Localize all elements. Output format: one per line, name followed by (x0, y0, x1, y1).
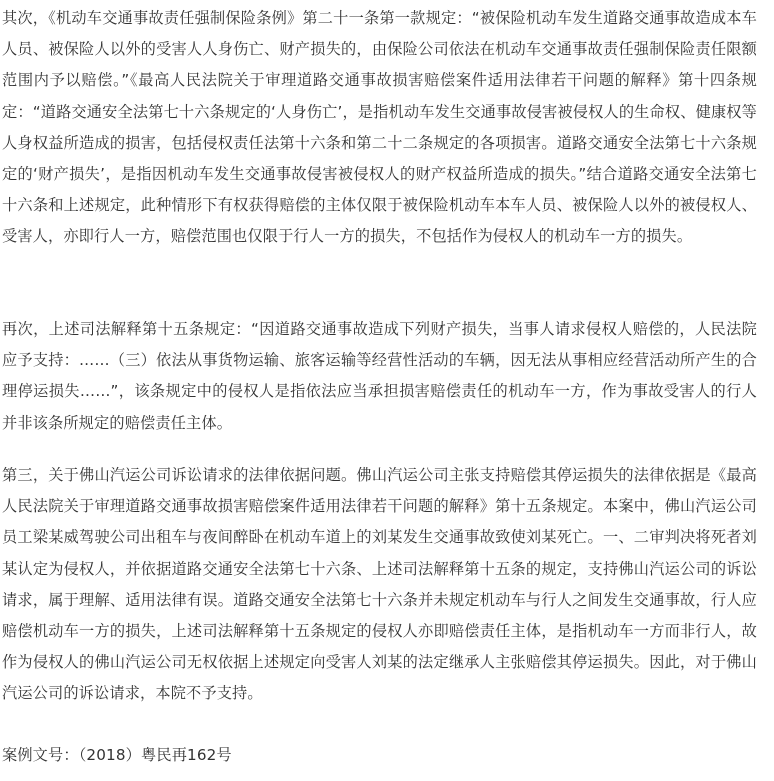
case-number: 案例文号：（2018）粤民再162号 (2, 746, 232, 764)
paragraph-insurance-regulation: 其次，《机动车交通事故责任强制保险条例》第二十一条第一款规定：“被保险机动车发生道路交通事故造成本车人员、被保险人以外的受害人人身伤亡、财产损失的，由保险公司依法在机动车交通事故责任强制保险责任限额范围内予以赔偿。”《最高人民法院关于审理道路交通事故损害赔偿案件适用法律若干问题的解释》第十四条规定：“道路交通安全法第七十六条规定的‘人身伤亡’，是指机动车发生交通事故侵害被侵权人的生命权、健康权等人身权益所造成的损害，包括侵权责任法第十六条和第二十二条规定的各项损害。道路交通安全法第七十六条规定的‘财产损失’，是指因机动车发生交通事故侵害被侵权人的财产权益所造成的损失。”结合道路交通安全法第七十六条和上述规定，此种情形下有权获得赔偿的主体仅限于被保险机动车本车人员、被保险人以外的被侵权人、受害人，亦即行人一方，赔偿范围也仅限于行人一方的损失，不包括作为侵权人的机动车一方的损失。 (2, 9, 757, 246)
paragraph-legal-basis: 第三，关于佛山汽运公司诉讼请求的法律依据问题。佛山汽运公司主张支持赔偿其停运损失的法律依据是《最高人民法院关于审理道路交通事故损害赔偿案件适用法律若干问题的解释》第十五条规定。本案中，佛山汽运公司员工梁某威驾驶公司出租车与夜间醉卧在机动车道上的刘某发生交通事故致使刘某死亡。一、二审判决将死者刘某认定为侵权人，并依据道路交通安全法第七十六条、上述司法解释第十五条的规定，支持佛山汽运公司的诉讼请求，属于理解、适用法律有误。道路交通安全法第七十六条并未规定机动车与行人之间发生交通事故，行人应赔偿机动车一方的损失，上述司法解释第十五条规定的侵权人亦即赔偿责任主体，是指机动车一方而非行人，故作为侵权人的佛山汽运公司无权依据上述规定向受害人刘某的法定继承人主张赔偿其停运损失。因此，对于佛山汽运公司的诉讼请求，本院不予支持。 (2, 466, 757, 703)
paragraph-judicial-interpretation: 再次，上述司法解释第十五条规定：“因道路交通事故造成下列财产损失，当事人请求侵权人赔偿的，人民法院应予支持：……（三）依法从事货物运输、旅客运输等经营性活动的车辆，因无法从事相应经营活动所产生的合理停运损失……”，该条规定中的侵权人是指依法应当承担损害赔偿责任的机动车一方，作为事故受害人的行人并非该条所规定的赔偿责任主体。 (2, 320, 757, 432)
